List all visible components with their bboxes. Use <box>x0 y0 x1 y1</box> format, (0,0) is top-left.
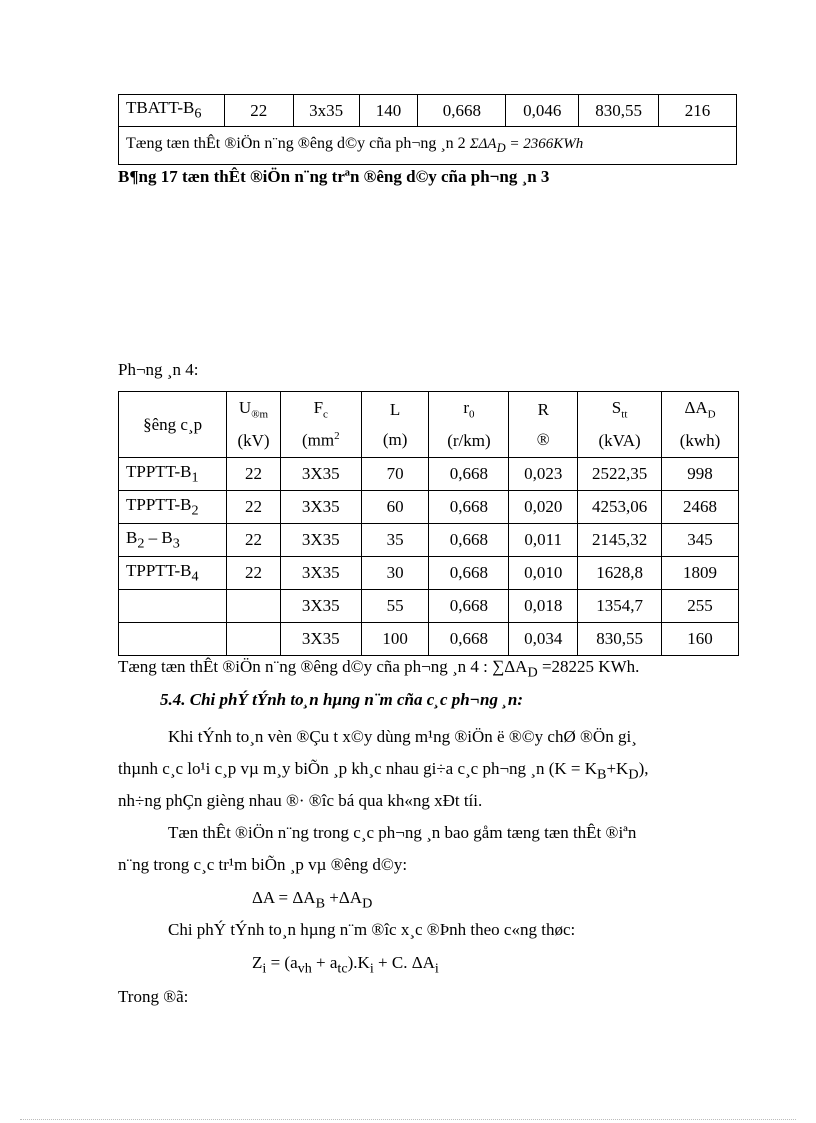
paragraph-line: Khi tÝnh to¸n vèn ®Çu t x©y dùng m¹ng ®iÖn ë ®©y chØ ®Ön gi¸ <box>168 727 637 746</box>
cable-name: TPPTT-$B_2$ <box>119 491 227 524</box>
table-cell: 0,668 <box>429 557 509 590</box>
table-row <box>119 95 737 127</box>
table-cell: 0,668 <box>418 95 506 127</box>
table-cell: 22 <box>227 491 281 524</box>
paragraph-line: Tæn thÊt ®iÖn n¨ng trong c¸c ph¬ng ¸n bao gåm tæng tæn thÊt ®iªn <box>168 823 637 842</box>
total-cell: Tæng tæn thÊt ®iÖn n¨ng ®êng d©y cña ph¬ng ¸n 2 $\Sigma\Delta A_D = 2366KWh$ <box>119 127 737 165</box>
table-cell: 0,668 <box>429 491 509 524</box>
paragraph-line: Chi phÝ tÝnh to¸n hµng n¨m ®îc x¸c ®Þnh theo c«ng thøc: <box>168 920 576 939</box>
cable-name <box>119 590 227 623</box>
total-line: Tæng tæn thÊt ®iÖn n¨ng ®êng d©y cña ph¬ng ¸n 4 : $\sum\Delta A_D =28225$ KWh. <box>118 657 640 681</box>
total-row <box>119 127 737 165</box>
table-cell: 3X35 <box>280 623 361 656</box>
table-cell: 100 <box>361 623 429 656</box>
paragraph-line: nh÷ng phÇn gièng nhau ®· ®îc bá qua kh«ng xÐt tíi. <box>118 791 483 810</box>
header-cell: $S_{tt}$ (kVA) <box>578 392 662 458</box>
table-cell: 140 <box>359 95 418 127</box>
table-cell <box>227 590 281 623</box>
table-cell: 22 <box>227 557 281 590</box>
table-cell: 0,020 <box>509 491 578 524</box>
table-cell: 22 <box>224 95 293 127</box>
table-cell: 255 <box>662 590 739 623</box>
table-cell: 830,55 <box>578 623 662 656</box>
header-cell: $r_0$ (r/km) <box>429 392 509 458</box>
table-row <box>119 557 739 590</box>
table-cell: 0,034 <box>509 623 578 656</box>
table-cell: 1628,8 <box>578 557 662 590</box>
table-row <box>119 590 739 623</box>
table-cell: 1809 <box>662 557 739 590</box>
table-cell: 35 <box>361 524 429 557</box>
table-caption: B¶ng 17 tæn thÊt ®iÖn n¨ng trªn ®êng d©y cña ph¬ng ¸n 3 <box>118 167 550 186</box>
table-header-row <box>119 392 739 458</box>
table-cell: 216 <box>659 95 737 127</box>
table-cell: 2145,32 <box>578 524 662 557</box>
table-row <box>119 491 739 524</box>
table-cell: 22 <box>227 524 281 557</box>
table-cell: 160 <box>662 623 739 656</box>
formula-cost: $Z_i = (a_{vh} + a_{tc}).K_i + C$. $\Delta A_i$ <box>252 953 439 977</box>
table-cell: 60 <box>361 491 429 524</box>
page-bottom-divider <box>20 1119 796 1120</box>
header-cell: $F_c$ ($mm^2$ <box>280 392 361 458</box>
table-cell: 3X35 <box>280 524 361 557</box>
table-cell: 0,023 <box>509 458 578 491</box>
cable-name: TBATT-$B_6$ <box>119 95 225 127</box>
table-cell: 30 <box>361 557 429 590</box>
section-heading: 5.4. Chi phÝ tÝnh to¸n hµng n¨m cña c¸c ph¬ng ¸n: <box>160 690 523 709</box>
header-cell: $\Delta A_D$ (kwh) <box>662 392 739 458</box>
top-table <box>118 94 737 165</box>
formula-loss: $\Delta A = \Delta A_B +\Delta A_D$ <box>252 888 373 912</box>
table-cell: 3X35 <box>280 590 361 623</box>
table-cell: 3X35 <box>280 491 361 524</box>
table-cell: 0,046 <box>506 95 579 127</box>
table-cell: 3X35 <box>280 557 361 590</box>
table-cell: 55 <box>361 590 429 623</box>
table-cell: 345 <box>662 524 739 557</box>
table-cell: 2522,35 <box>578 458 662 491</box>
paragraph-line: thµnh c¸c lo¹i c¸p vµ m¸y biÕn ¸p kh¸c nhau gi÷a c¸c ph¬ng ¸n $(K = K_B+K_D)$, <box>118 759 649 783</box>
table-cell: 1354,7 <box>578 590 662 623</box>
cable-name: TPPTT-$B_1$ <box>119 458 227 491</box>
header-cell: $U_{®m}$ (kV) <box>227 392 281 458</box>
cable-name: $B_2 - B_3$ <box>119 524 227 557</box>
table-cell: 0,668 <box>429 623 509 656</box>
table-row <box>119 623 739 656</box>
paragraph-line: n¨ng trong c¸c tr¹m biÕn ¸p vµ ®êng d©y: <box>118 855 408 874</box>
cable-name: TPPTT-$B_4$ <box>119 557 227 590</box>
table-cell: 0,010 <box>509 557 578 590</box>
table-cell: 70 <box>361 458 429 491</box>
table-row <box>119 458 739 491</box>
table-cell: 4253,06 <box>578 491 662 524</box>
table-cell: 0,668 <box>429 524 509 557</box>
header-cell: L (m) <box>361 392 429 458</box>
table-cell: 830,55 <box>579 95 659 127</box>
header-cell: R ® <box>509 392 578 458</box>
table-cell: 22 <box>227 458 281 491</box>
cable-name <box>119 623 227 656</box>
table-cell: 0,011 <box>509 524 578 557</box>
header-cell: §êng c¸p <box>119 392 227 458</box>
table-cell: 3x35 <box>293 95 359 127</box>
table-cell: 2468 <box>662 491 739 524</box>
table-cell: 998 <box>662 458 739 491</box>
table-cell: 0,668 <box>429 590 509 623</box>
table-cell <box>227 623 281 656</box>
section-label: Ph¬ng ¸n 4: <box>118 360 199 379</box>
table-cell: 3X35 <box>280 458 361 491</box>
table-cell: 0,018 <box>509 590 578 623</box>
table-row <box>119 524 739 557</box>
table-phuong-an-4 <box>118 391 739 656</box>
paragraph-line: Trong ®ã: <box>118 987 189 1006</box>
table-cell: 0,668 <box>429 458 509 491</box>
